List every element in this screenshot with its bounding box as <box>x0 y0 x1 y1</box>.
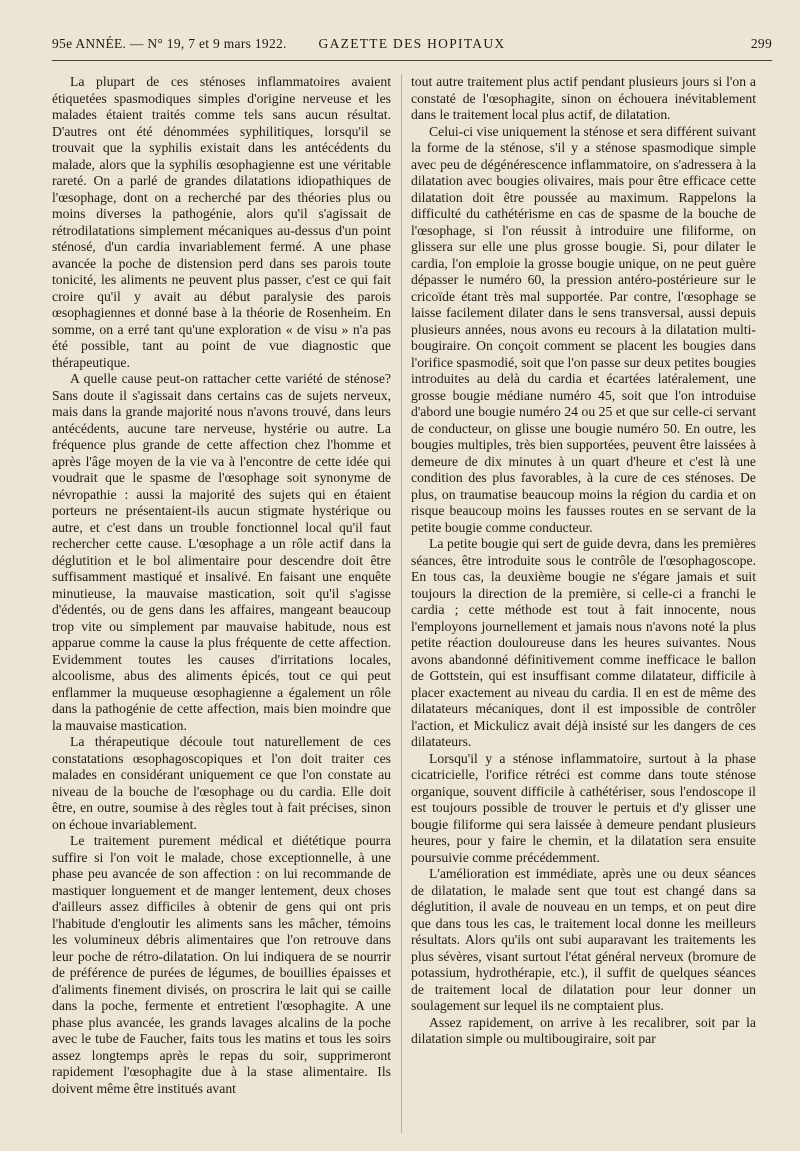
paragraph: L'amélioration est immédiate, après une ou deux séances de dilatation, le malade sent que tout est changé dans sa déglutition, il avale de nouveau en un temps, et on peut dire que dans tous les cas, le traitement local donne les meilleurs résultats. Alors qu'ils ont subi auparavant les traitements les plus sévères, visant surtout l'état général nerveux (bromure de potassium, hydrothérapie, etc.), il suffit de quelques séances de traitement local de dilatation pour leur donner un soulagement sur lequel ils ne comptaient plus. <box>411 866 756 1013</box>
page-header <box>52 30 772 56</box>
paragraph: Assez rapidement, on arrive à les recalibrer, soit par la dilatation simple ou multibougiraire, soit par <box>411 1014 756 1046</box>
paragraph: tout autre traitement plus actif pendant plusieurs jours si l'on a constaté de l'œsophagite, sinon on échouera inévitablement dans le traitement local plus actif, de dilatation. <box>411 74 756 122</box>
paragraph: Celui-ci vise uniquement la sténose et sera différent suivant la forme de la sténose, s'il y a sténose spasmodique simple avec peu de dégénérescence inflammatoire, on s'adressera à la dilatation avec bougies olivaires, mais pour être efficace cette dilatation doit être poussée au maximum. Rappelons la difficulté du cathétérisme en cas de spasme de la bouche de l'œsophage, si l'on réussit à introduire une filiforme, on glissera sur elle une plus grosse bougie. Si, pour dilater le cardia, l'on emploie la grosse bougie unique, on ne peut guère dépasser le numéro 60, la pression antéro-postérieure sur le cricoïde étant très mal supportée. Par contre, l'œsophage se laisse facilement dilater dans le sens transversal, aussi depuis plusieurs années, nous avons eu recours à la dilatation multi-bougiraire. On conçoit comment se placent les bougies dans l'orifice spasmodié, soit que l'on passe sur deux petites bougies introduites au delà du cardia et écartées latéralement, une grosse bougie médiane numéro 45, soit que l'on introduise d'abord une bougie numéro 24 ou 25 et que sur celle-ci servant de conducteur, on glisse une bougie numéro 50. En outre, les bougies multiples, très bien supportées, peuvent être laissées à demeure de dix minutes à un quart d'heure et c'est là une condition des plus favorables, à la cure de ces sténoses. De plus, on traumatise beaucoup moins la région du cardia et on risque beaucoup moins les fausses routes en se servant de la petite bougie comme conducteur. <box>411 123 756 535</box>
issue-info: 95e ANNÉE. — N° 19, 7 et 9 mars 1922. <box>52 36 287 51</box>
journal-title: GAZETTE DES HOPITAUX <box>318 36 506 51</box>
paragraph: Le traitement purement médical et diététique pourra suffire si l'on voit le malade, chose exceptionnelle, à une phase peu avancée de son affection : on lui recommande de mastiquer longuement et de manger lentement, deux choses d'ailleurs assez difficiles à obtenir de gens qui ont pris l'habitude d'engloutir les aliments sans les mâcher, témoins les volumineux débris alimentaires que l'on retrouve dans leur poche de rétro-dilatation. On lui indiquera de se nourrir de préférence de purées de légumes, de bouillies épaisses et d'aliments finement divisés, on proscrira le lait qui se caille dans la poche, fermente et entretient l'œsophagite. A une phase plus avancée, les grands lavages alcalins de la poche avec le tube de Faucher, faits tous les matins et tous les soirs assez longtemps après le repas du soir, supprimeront rapidement l'œsophagite due à la stase alimentaire. Ils doivent même être institués avant <box>52 833 391 1096</box>
right-column <box>411 74 756 1048</box>
header-rule <box>52 60 772 61</box>
paragraph: A quelle cause peut-on rattacher cette variété de sténose? Sans doute il s'agissait dans certains cas de sujets nerveux, mais dans la grande majorité nous n'avons trouvé, dans leurs antécédents, aucune tare nerveuse, hystérie ou autre. La fréquence plus grande de cette affection chez l'homme et après l'âge moyen de la vie va à l'encontre de cette idée qui voudrait que le spasme de l'œsophage soit synonyme de névropathie : aussi la majorité des sujets qui en étaient porteurs ne présentaient-ils aucun stigmate hystérique ou autre, et c'est dans un trouble fonctionnel local qu'il faut rechercher cette cause. L'œsophage a un rôle actif dans la déglutition et le bol alimentaire pour descendre doit être suffisamment mastiqué et insalivé. En faisant une enquête minutieuse, la mauvaise mastication, soit qu'il s'agisse d'édentés, ou de gens dans les affaires, mangeant beaucoup trop vite ou simplement par mauvaise habitude, nous est apparue comme la cause la plus fréquente de cette affection. Evidemment toutes les causes d'irritations locales, alcoolisme, abus des aliments épicés, tout ce qui peut enflammer la muqueuse œsophagienne a également un rôle dans la pathogénie de cette affection, mais bien moindre que la mauvaise mastication. <box>52 371 391 733</box>
paragraph: La petite bougie qui sert de guide devra, dans les premières séances, être introduite sous le contrôle de l'œsophagoscope. En tous cas, la deuxième bougie ne s'égare jamais et suit toujours la direction de la première, si celle-ci a franchi le cardia ; cette méthode est tout à fait innocente, nous l'employons journellement et jamais nous n'avons noté la plus petite réaction douloureuse dans les heures suivantes. Nous avons abandonné définitivement comme inefficace le ballon de Gottstein, qui est insuffisant comme dilatateur, difficile à placer exactement au niveau du cardia. Il en est de même des dilatateurs mécaniques, dont il est impossible de contrôler l'action, et Mickulicz avait déjà insisté sur les dangers de ces dilatateurs. <box>411 536 756 749</box>
left-column <box>52 74 391 1097</box>
paragraph: La thérapeutique découle tout naturellement de ces constatations œsophagoscopiques et l'on doit traiter ces malades en considérant uniquement ce que l'on constate au niveau de la bouche de l'œsophage ou du cardia. Elle doit être, en outre, soumise à des règles tout à fait précises, sinon on échoue invariablement. <box>52 734 391 832</box>
paragraph: La plupart de ces sténoses inflammatoires avaient étiquetées spasmodiques simples d'origine nerveuse et les malades étaient traités comme tels sans aucun résultat. D'autres ont été dénommées syphilitiques, lorsqu'il se trouvait que la syphilis existait dans les antécédents du malade, alors que la syphilis œsophagienne est une véritable rareté. On a parlé de grandes dilatations idiopathiques de l'œsophage, dont on a recherché par des théories plus ou moins diverses la pathogénie, alors qu'il s'agissait de rétrodilatations simplement mécaniques au-dessus d'un point sténosé, d'un cardia invariablement fermé. A une phase avancée la poche de distension perd dans ses parois toute tonicité, les aliments ne peuvent plus passer, c'est ce qui fait croire qu'il y avait au début paralysie des parois œsophagiennes et donné base à la théorie de Rosenheim. En somme, on a erré tant qu'une exploration « de visu » n'a pas été possible, tant au point de vue diagnostic que thérapeutique. <box>52 74 391 370</box>
page-number: 299 <box>750 36 772 51</box>
column-divider <box>401 74 402 1133</box>
paragraph: Lorsqu'il y a sténose inflammatoire, surtout à la phase cicatricielle, l'orifice rétréci est comme dans toute sténose organique, souvent difficile à cathétériser, sous l'endoscope il est toujours possible de trouver le pertuis et d'y glisser une bougie filiforme qui sera laissée à demeure pendant plusieurs heures, pour y faire le chemin, et la dilatation sera ensuite poursuivie comme précédemment. <box>411 750 756 865</box>
